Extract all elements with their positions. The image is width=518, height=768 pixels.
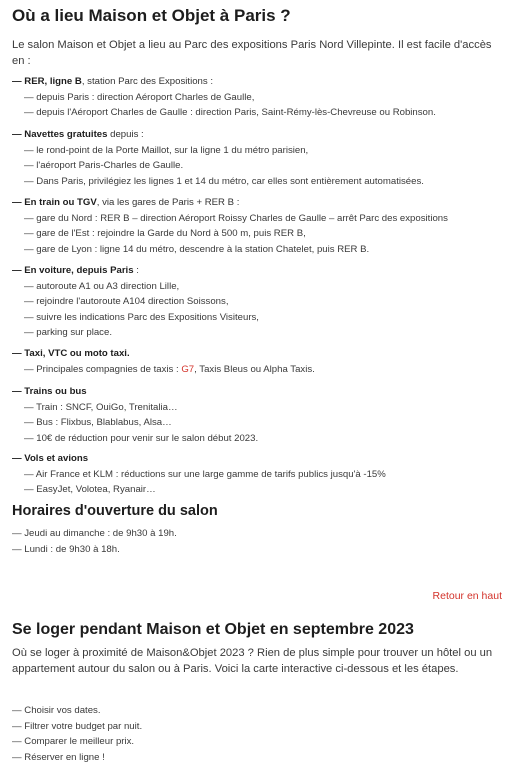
access-head	[12, 263, 512, 279]
access-block-trains-bus	[12, 384, 512, 446]
access-head-note: , via les gares de Paris + RER B :	[96, 197, 240, 208]
list-item: — depuis Paris : direction Aéroport Charles de Gaulle,	[24, 91, 255, 103]
access-head-note: depuis :	[107, 129, 144, 140]
access-head: — Trains ou bus	[12, 386, 87, 397]
hours-title: Horaires d'ouverture du salon	[12, 503, 218, 519]
access-head	[12, 74, 512, 90]
list-item: — suivre les indications Parc des Expositions Visiteurs,	[24, 311, 259, 323]
access-block-shuttles	[12, 127, 512, 189]
access-block-car	[12, 263, 512, 341]
list-item	[24, 362, 512, 378]
access-block-rer	[12, 74, 512, 121]
access-head: — Taxi, VTC ou moto taxi.	[12, 348, 130, 359]
access-head-label: — RER, ligne B	[12, 76, 82, 87]
access-head-label: — En train ou TGV	[12, 197, 97, 208]
hours-list	[12, 526, 177, 557]
access-block-flights	[12, 451, 512, 498]
access-head	[12, 127, 512, 143]
access-block-taxi	[12, 346, 512, 377]
list-item: — Train : SNCF, OuiGo, Trenitalia…	[24, 401, 178, 413]
access-head-label: — Navettes gratuites	[12, 129, 108, 140]
list-item: — parking sur place.	[24, 327, 112, 338]
list-item: — EasyJet, Volotea, Ryanair…	[24, 484, 156, 495]
stay-title: Se loger pendant Maison et Objet en septembre 2023	[12, 621, 414, 638]
list-item: — Réserver en ligne !	[12, 751, 105, 763]
access-head-note: :	[133, 265, 139, 276]
list-item: — depuis l'Aéroport Charles de Gaulle : direction Paris, Saint-Rémy-lès-Chevreuse ou Robinson.	[24, 107, 436, 118]
list-item: — l'aéroport Paris-Charles de Gaulle.	[24, 160, 184, 171]
list-item: — gare de Lyon : ligne 14 du métro, descendre à la station Chatelet, puis RER B.	[24, 243, 370, 255]
list-item: — Comparer le meilleur prix.	[12, 736, 135, 747]
list-item: — le rond-point de la Porte Maillot, sur la ligne 1 du métro parisien,	[24, 144, 309, 156]
list-item: — Lundi : de 9h30 à 18h.	[12, 543, 120, 555]
list-item: — Jeudi au dimanche : de 9h30 à 19h.	[12, 528, 177, 539]
access-head-note: , station Parc des Expositions :	[81, 76, 214, 87]
list-item: — gare du Nord : RER B – direction Aéroport Roissy Charles de Gaulle – arrêt Parc des expositions	[24, 212, 448, 224]
stay-intro: Où se loger à proximité de Maison&Objet 2023 ? Rien de plus simple pour trouver un hôtel ou un appartement autour du salon ou à Paris. Voici la carte interactive ci-dessous et les étapes.	[12, 647, 493, 675]
list-item: — 10€ de réduction pour venir sur le salon début 2023.	[24, 432, 259, 444]
back-to-top-link[interactable]: Retour en haut	[432, 590, 502, 602]
list-item: — Air France et KLM : réductions sur une large gamme de tarifs publics jusqu'à -15%	[24, 468, 386, 480]
stay-steps	[12, 703, 142, 765]
location-intro: Le salon Maison et Objet a lieu au Parc des expositions Paris Nord Villepinte. Il est facile d'accès en :	[12, 39, 492, 67]
g7-link[interactable]: G7	[181, 363, 195, 375]
list-item: — rejoindre l'autoroute A104 direction Soissons,	[24, 296, 229, 307]
list-item: — Dans Paris, privilégiez les lignes 1 et 14 du métro, car elles sont entièrement automatisées.	[24, 175, 424, 187]
list-item: — gare de l'Est : rejoindre la Garde du Nord à 500 m, puis RER B,	[24, 228, 306, 239]
taxi-text: — Principales compagnies de taxis :	[24, 363, 182, 375]
list-item: — Bus : Flixbus, Blablabus, Alsa…	[24, 417, 172, 428]
list-item: — autoroute A1 ou A3 direction Lille,	[24, 280, 180, 292]
access-head	[12, 195, 512, 211]
access-head: — Vols et avions	[12, 453, 89, 464]
list-item: — Filtrer votre budget par nuit.	[12, 720, 143, 732]
location-title: Où a lieu Maison et Objet à Paris ?	[12, 6, 291, 25]
list-item: — Choisir vos dates.	[12, 705, 101, 716]
taxi-text: , Taxis Bleus ou Alpha Taxis.	[194, 363, 315, 375]
access-block-train	[12, 195, 512, 257]
access-head-label: — En voiture, depuis Paris	[12, 265, 134, 276]
